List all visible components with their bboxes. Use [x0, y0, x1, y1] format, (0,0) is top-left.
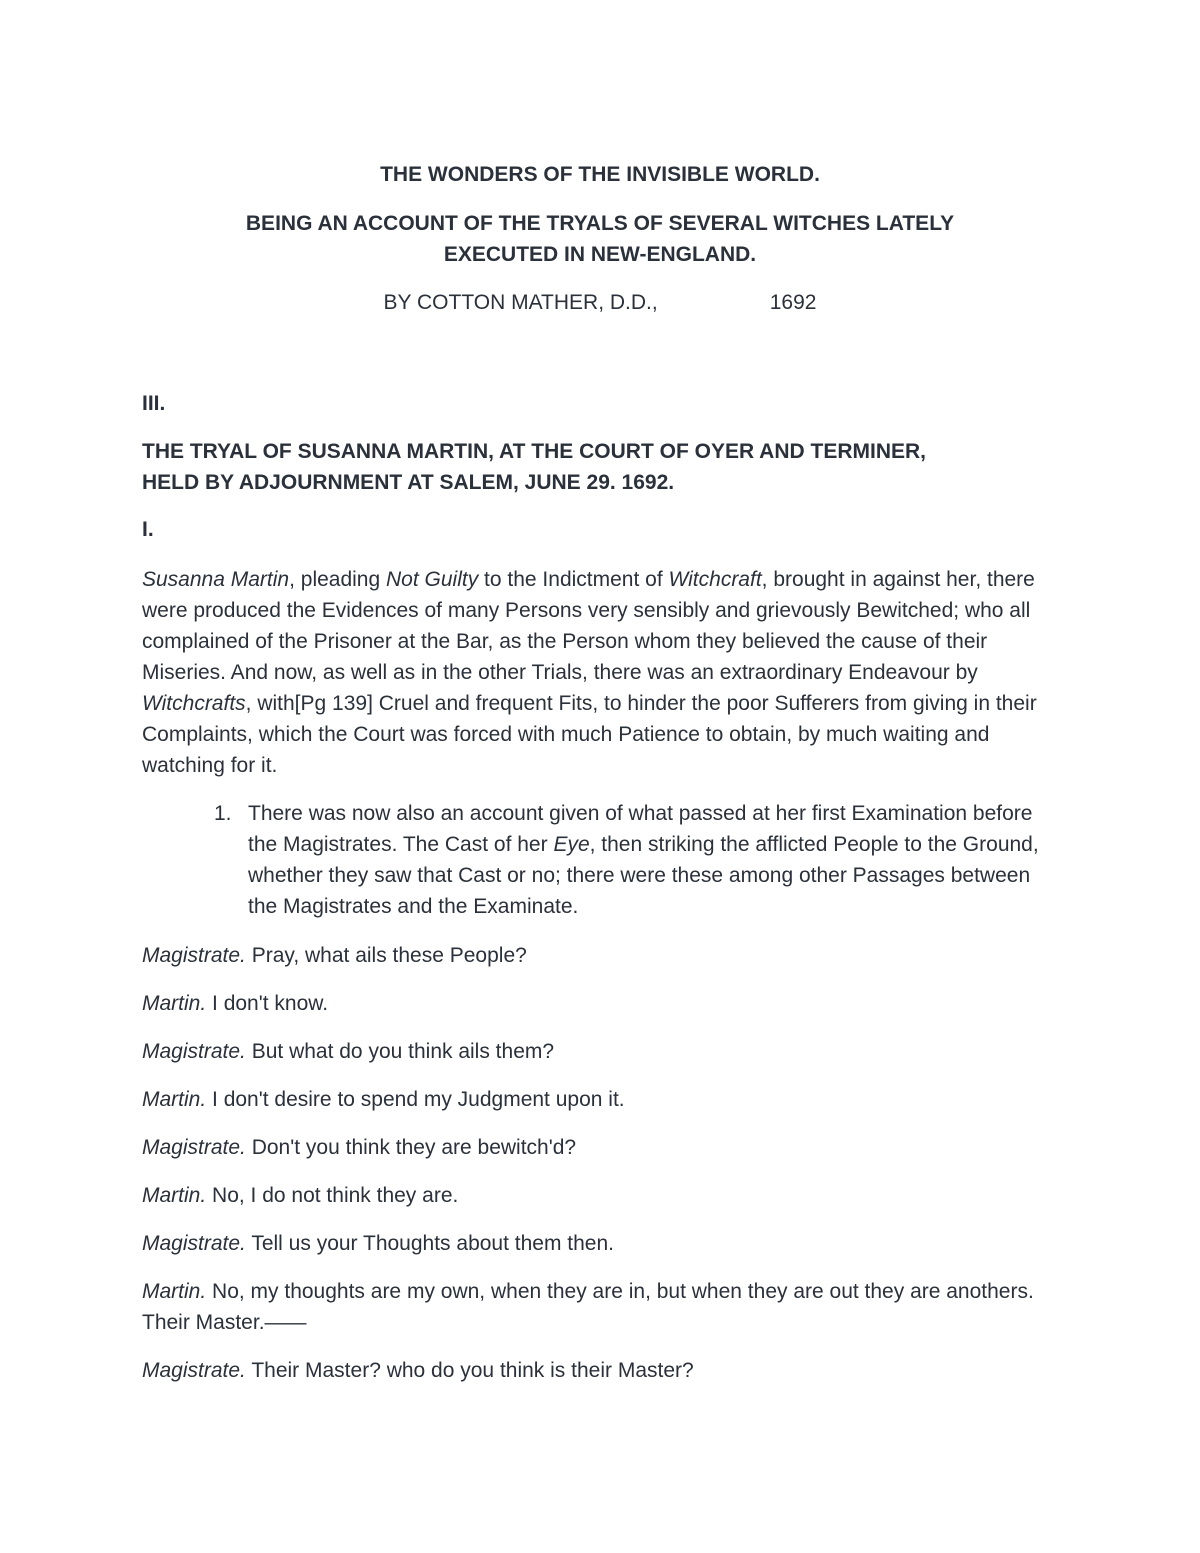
- intro-text-1: , pleading: [289, 568, 387, 591]
- document-subtitle: [142, 208, 1058, 270]
- intro-paragraph: [142, 564, 1058, 781]
- section-number: III.: [142, 392, 166, 415]
- dialogue-text: No, my thoughts are my own, when they are in, but when they are out they are anothers. Their Master.——: [142, 1280, 1034, 1334]
- dialogue-text: But what do you think ails them?: [245, 1040, 555, 1063]
- subtitle-line-1: BEING AN ACCOUNT OF THE TRYALS OF SEVERAL WITCHES LATELY: [245, 212, 955, 235]
- dialogue-speaker: Magistrate.: [142, 944, 246, 967]
- subtitle-line-2: EXECUTED IN NEW-ENGLAND.: [443, 243, 757, 266]
- dialogue-line: [142, 1276, 1058, 1338]
- dialogue-speaker: Magistrate.: [142, 1232, 246, 1255]
- intro-text-2: to the Indictment of: [478, 568, 669, 591]
- defendant-name: Susanna Martin: [142, 568, 290, 591]
- subsection-number: I.: [142, 518, 154, 541]
- dialogue-text: Pray, what ails these People?: [245, 944, 527, 967]
- section-heading-line-1: THE TRYAL OF SUSANNA MARTIN, AT THE COURT OF OYER AND TERMINER,: [142, 440, 927, 463]
- dialogue-line: [142, 1180, 1058, 1211]
- dialogue-speaker: Martin.: [142, 1088, 207, 1111]
- eye-term: Eye: [553, 833, 590, 856]
- dialogue-speaker: Magistrate.: [142, 1040, 246, 1063]
- dialogue-text: No, I do not think they are.: [206, 1184, 459, 1207]
- dialogue-line: [142, 1036, 1058, 1067]
- intro-text-4: , with[Pg 139] Cruel and frequent Fits, to hinder the poor Sufferers from giving in their Complaints, which the Court was forced with much Patience to obtain, by much waiting and watching for it.: [142, 692, 1037, 777]
- dialogue-line: [142, 1355, 1058, 1386]
- document-title: THE WONDERS OF THE INVISIBLE WORLD.: [380, 163, 820, 186]
- section-heading: [142, 436, 1058, 498]
- dialogue-text: I don't know.: [206, 992, 329, 1015]
- witchcrafts-term: Witchcrafts: [142, 692, 246, 715]
- dialogue-text: Don't you think they are bewitch'd?: [245, 1136, 577, 1159]
- byline-author: BY COTTON MATHER, D.D.,: [383, 291, 658, 314]
- intro-text-3: , brought in against her, there were produced the Evidences of many Persons very sensibly and grievously Bewitched; who all complained of the Prisoner at the Bar, as the Person whom they believed the cause of their Miseries. And now, as well as in the other Trials, there was an extraordinary Endeavour by: [142, 568, 1035, 684]
- list-text-2: , then striking the afflicted People to the Ground, whether they saw that Cast or no; there were these among other Passages between the Magistrates and the Examinate.: [248, 833, 1039, 918]
- list-number: 1.: [214, 802, 232, 825]
- section-heading-line-2: HELD BY ADJOURNMENT AT SALEM, JUNE 29. 1692.: [142, 471, 675, 494]
- plea-term: Not Guilty: [386, 568, 479, 591]
- charge-term: Witchcraft: [668, 568, 762, 591]
- byline: [142, 288, 1058, 318]
- dialogue-text: Tell us your Thoughts about them then.: [245, 1232, 615, 1255]
- list-text-1: There was now also an account given of what passed at her first Examination before the Magistrates. The Cast of her: [248, 802, 1033, 856]
- dialogue-line: [142, 940, 1058, 971]
- dialogue-line: [142, 1132, 1058, 1163]
- dialogue-line: [142, 1084, 1058, 1115]
- dialogue-speaker: Martin.: [142, 992, 207, 1015]
- dialogue-speaker: Magistrate.: [142, 1136, 246, 1159]
- dialogue-speaker: Martin.: [142, 1280, 207, 1303]
- dialogue-line: [142, 988, 1058, 1019]
- dialogue-text: I don't desire to spend my Judgment upon it.: [206, 1088, 625, 1111]
- list-item-text: [248, 798, 1058, 922]
- dialogue-speaker: Magistrate.: [142, 1359, 246, 1382]
- dialogue-speaker: Martin.: [142, 1184, 207, 1207]
- dialogue-line: [142, 1228, 1058, 1259]
- title-block: [142, 0, 1058, 318]
- dialogue-text: Their Master? who do you think is their Master?: [245, 1359, 694, 1382]
- byline-year: 1692: [769, 291, 817, 314]
- numbered-list-item: [142, 798, 1058, 922]
- dialogue-section: [142, 940, 1058, 1386]
